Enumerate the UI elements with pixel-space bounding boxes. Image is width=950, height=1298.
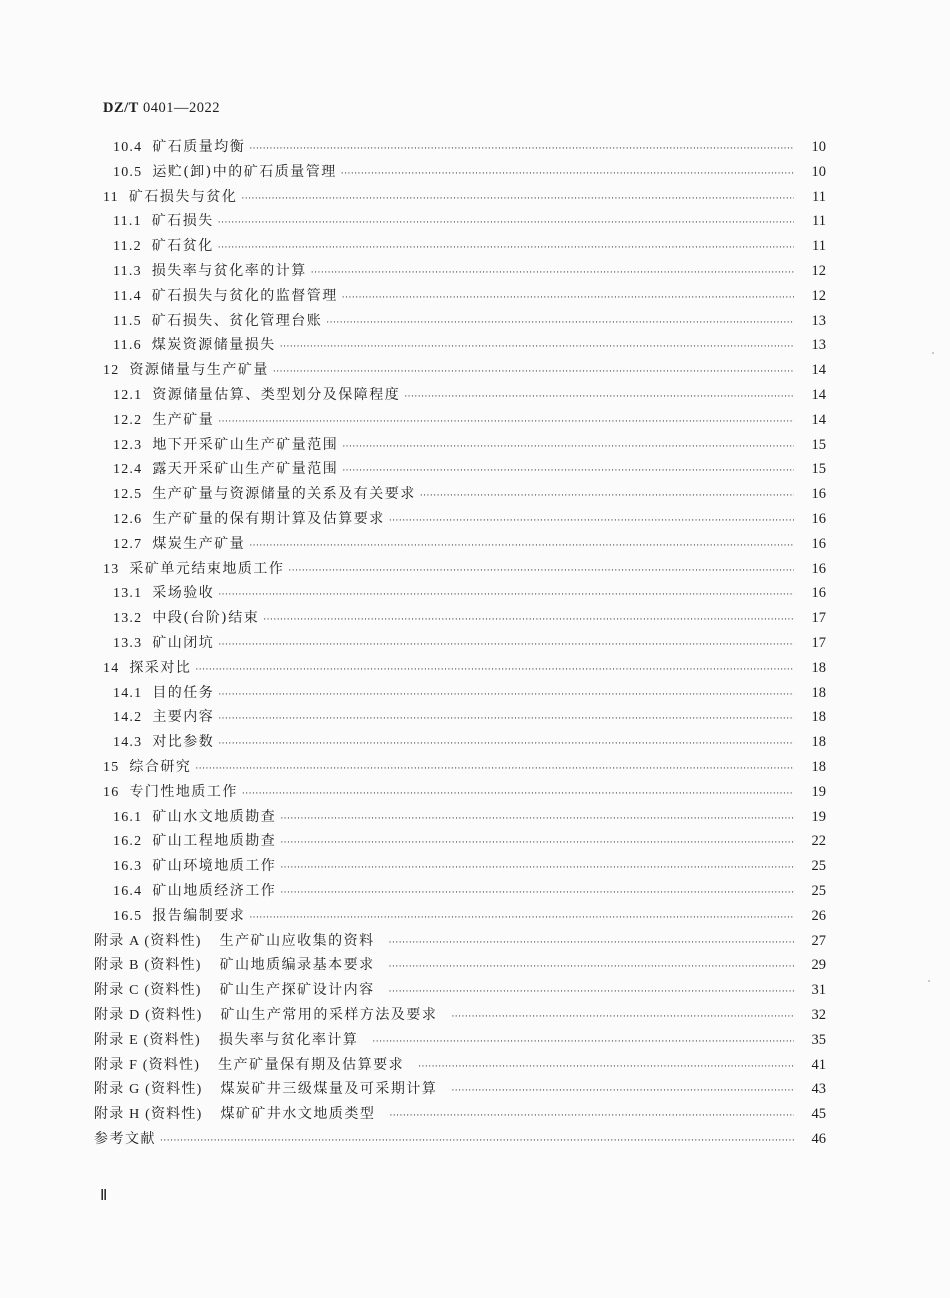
toc-entry [0, 259, 950, 283]
toc-dot-leader [249, 534, 794, 558]
toc-dot-leader [280, 856, 794, 880]
toc-entry [0, 805, 950, 829]
toc-dot-leader [342, 459, 794, 483]
toc-entry-title: 损失率与贫化率的计算 [151, 263, 307, 279]
toc-entry-page: 16 [811, 535, 826, 552]
toc-entry-title: 矿山环境地质工作 [152, 858, 277, 875]
toc-entry-number: 附录 F (资料性) [94, 1057, 201, 1073]
toc-dot-leader [389, 955, 794, 979]
toc-dot-leader [372, 1030, 794, 1054]
toc-entry-number: 14 [103, 660, 120, 676]
toc-entry [0, 879, 950, 903]
toc-entry [0, 234, 950, 258]
toc-entry [0, 209, 950, 233]
toc-entry [0, 309, 950, 333]
toc-entry-title: 采场验收 [152, 585, 215, 602]
toc-entry-title: 目的任务 [152, 684, 215, 701]
toc-entry [0, 482, 950, 506]
toc-dot-leader [280, 807, 794, 831]
toc-entry-number: 16.2 [113, 834, 143, 850]
toc-entry [0, 1003, 950, 1027]
toc-entry-title: 生产矿量保有期及估算要求 [218, 1056, 405, 1073]
toc-entry-title: 露天开采矿山生产矿量范围 [152, 461, 339, 478]
toc-entry-number: 附录 B (资料性) [94, 958, 202, 974]
toc-entry [0, 185, 950, 209]
toc-dot-leader [218, 732, 794, 756]
toc-entry [0, 408, 950, 432]
toc-entry-page: 25 [811, 883, 826, 899]
toc-dot-leader [389, 980, 794, 1004]
toc-entry-title: 生产矿量的保有期计算及估算要求 [152, 511, 385, 527]
toc-dot-leader [195, 757, 794, 781]
toc-entry-title: 运贮(卸)中的矿石质量管理 [152, 163, 337, 180]
toc-dot-leader [341, 162, 794, 186]
toc-entry-title: 矿山水文地质勘查 [152, 808, 277, 825]
toc-entry-title: 资源储量估算、类型划分及保障程度 [152, 387, 401, 403]
toc-entry [0, 160, 950, 184]
toc-entry-number: 10.5 [113, 164, 143, 180]
standard-header [103, 100, 220, 117]
toc-entry-number: 11 [103, 189, 119, 205]
toc-entry [0, 284, 950, 308]
toc-dot-leader [218, 211, 794, 235]
toc-entry-title: 探采对比 [129, 659, 192, 676]
toc-dot-leader [195, 658, 794, 682]
toc-entry-title: 煤炭资源储量损失 [151, 337, 276, 354]
toc-entry-title: 损失率与贫化率计算 [218, 1031, 359, 1048]
toc-entry-page: 18 [811, 659, 826, 676]
toc-entry [0, 532, 950, 556]
toc-dot-leader [451, 1005, 794, 1029]
toc-entry-page: 16 [811, 511, 826, 527]
toc-entry-page: 10 [811, 163, 826, 180]
toc-entry-number: 12.1 [113, 388, 143, 403]
toc-entry-number: 11.4 [113, 288, 142, 304]
toc-entry-page: 29 [811, 957, 826, 974]
toc-entry [0, 135, 950, 159]
toc-dot-leader [342, 286, 794, 310]
toc-dot-leader [160, 1129, 794, 1153]
toc-entry-number: 12.3 [113, 437, 143, 453]
toc-entry-number: 16.1 [113, 809, 143, 825]
toc-entry-title: 生产矿量 [152, 411, 215, 428]
toc-entry-title: 报告编制要求 [152, 907, 246, 924]
toc-entry-page: 41 [811, 1056, 826, 1073]
toc-entry [0, 457, 950, 481]
toc-entry-title: 生产矿量与资源储量的关系及有关要求 [152, 486, 416, 503]
toc-entry [0, 631, 950, 655]
toc-entry [0, 333, 950, 357]
toc-entry-page: 35 [811, 1031, 826, 1048]
standard-code: DZ/T [103, 100, 139, 116]
toc-entry [0, 656, 950, 680]
toc-entry [0, 854, 950, 878]
toc-entry-page: 13 [811, 337, 826, 354]
toc-entry-number: 12.4 [113, 462, 143, 478]
toc-dot-leader [342, 435, 794, 459]
toc-entry [0, 829, 950, 853]
toc-entry-title: 矿山工程地质勘查 [152, 833, 277, 850]
toc-entry-number: 14.3 [113, 735, 143, 751]
toc-entry [0, 1102, 950, 1126]
toc-dot-leader [389, 1104, 794, 1128]
toc-entry-page: 17 [811, 635, 826, 651]
page-number-roman: Ⅱ [100, 1188, 108, 1204]
toc-entry-title: 煤炭矿井三级煤量及可采期计算 [220, 1081, 438, 1098]
toc-entry-title: 资源储量与生产矿量 [129, 362, 269, 379]
toc-entry-page: 46 [811, 1131, 826, 1147]
toc-entry-title: 专门性地质工作 [129, 783, 238, 800]
toc-entry-number: 13 [103, 561, 120, 577]
toc-entry [0, 1127, 950, 1151]
toc-entry-number: 附录 D (资料性) [94, 1008, 203, 1023]
toc-dot-leader [218, 683, 794, 707]
toc-dot-leader [218, 583, 794, 607]
toc-entry-page: 15 [811, 461, 826, 478]
toc-entry-number: 11.3 [113, 264, 142, 279]
toc-dot-leader [241, 187, 794, 211]
toc-entry-number: 附录 G (资料性) [94, 1082, 203, 1098]
toc-entry [0, 433, 950, 457]
toc-entry-title: 中段(台阶)结束 [152, 610, 260, 627]
toc-entry-page: 10 [811, 139, 826, 155]
toc-entry [0, 557, 950, 581]
toc-entry-title: 矿山地质经济工作 [152, 883, 277, 899]
toc-entry-title: 综合研究 [129, 759, 192, 775]
toc-dot-leader [263, 608, 794, 632]
toc-dot-leader [218, 236, 794, 260]
toc-entry [0, 1028, 950, 1052]
toc-entry-number: 附录 A (资料性) [94, 933, 202, 949]
toc-entry-page: 12 [811, 263, 826, 279]
toc-entry-page: 19 [811, 783, 826, 800]
toc-entry-page: 11 [812, 188, 826, 205]
toc-entry-title: 地下开采矿山生产矿量范围 [152, 436, 339, 453]
toc-dot-leader [288, 559, 794, 583]
toc-dot-leader [218, 633, 794, 657]
toc-entry [0, 681, 950, 705]
toc-entry-page: 27 [811, 932, 826, 949]
toc-dot-leader [451, 1079, 794, 1103]
toc-entry-page: 26 [811, 907, 826, 924]
toc-dot-leader [418, 1055, 794, 1079]
toc-entry [0, 705, 950, 729]
toc-entry-page: 16 [811, 585, 826, 602]
toc-entry-title: 煤炭生产矿量 [152, 535, 246, 552]
toc-dot-leader [420, 484, 794, 508]
toc-entry-page: 22 [811, 833, 826, 850]
toc-entry-title: 矿石损失与贫化 [128, 188, 238, 205]
toc-entry [0, 730, 950, 754]
toc-entry-title: 煤矿矿井水文地质类型 [220, 1106, 376, 1123]
toc-entry-number: 11.1 [113, 214, 142, 230]
toc-entry-number: 附录 E (资料性) [94, 1032, 201, 1048]
toc-entry [0, 581, 950, 605]
toc-dot-leader [326, 311, 794, 335]
toc-entry-page: 14 [811, 411, 826, 428]
toc-entry-number: 附录 C (资料性) [94, 983, 202, 999]
toc-entry-page: 16 [811, 486, 826, 503]
toc-entry-number: 11.5 [113, 313, 142, 329]
toc-entry-page: 11 [812, 238, 826, 255]
toc-entry-number: 16 [103, 784, 120, 800]
toc-entry-title: 矿山生产常用的采样方法及要求 [220, 1007, 438, 1023]
toc-entry-page: 14 [811, 387, 826, 403]
toc-entry-page: 31 [811, 982, 826, 999]
toc-dot-leader [249, 137, 794, 161]
toc-entry-number: 11.2 [113, 239, 142, 255]
toc-entry-page: 17 [811, 610, 826, 627]
toc-entry-page: 14 [811, 362, 826, 379]
toc-entry [0, 978, 950, 1002]
toc-entry [0, 1053, 950, 1077]
toc-entry-page: 32 [811, 1007, 826, 1023]
toc-entry-title: 主要内容 [152, 709, 215, 726]
toc-entry-title: 矿石损失 [151, 213, 214, 230]
toc-entry [0, 904, 950, 928]
toc-entry-page: 45 [811, 1106, 826, 1123]
toc-dot-leader [273, 360, 794, 384]
toc-dot-leader [218, 707, 794, 731]
toc-entry-page: 11 [812, 213, 826, 230]
toc-entry-number: 16.3 [113, 859, 143, 875]
toc-dot-leader [242, 782, 794, 806]
toc-entry-number: 16.5 [113, 908, 143, 924]
standard-number: 0401—2022 [142, 100, 220, 116]
toc-entry-title: 参考文献 [94, 1131, 156, 1147]
toc-dot-leader [311, 261, 794, 285]
toc-entry-title: 矿石损失与贫化的监督管理 [151, 287, 338, 304]
toc-entry-page: 18 [811, 759, 826, 775]
toc-dot-leader [280, 881, 794, 905]
toc-entry [0, 755, 950, 779]
toc-entry-title: 矿石损失、贫化管理台账 [151, 312, 323, 329]
toc-entry-page: 16 [811, 560, 826, 577]
toc-entry-title: 矿石贫化 [151, 238, 214, 255]
toc-entry-number: 10.4 [113, 140, 143, 155]
toc-entry-number: 12.2 [113, 412, 143, 428]
toc-dot-leader [249, 906, 794, 930]
toc-entry [0, 606, 950, 630]
toc-entry-page: 18 [811, 734, 826, 751]
toc-dot-leader [389, 931, 794, 955]
toc-entry-number: 附录 H (资料性) [94, 1107, 203, 1123]
toc-entry-title: 矿石质量均衡 [152, 139, 246, 155]
toc-entry-number: 12.6 [113, 512, 143, 527]
toc-entry-number: 12.7 [113, 536, 143, 552]
scan-speck [932, 352, 934, 354]
toc-entry-page: 18 [811, 709, 826, 726]
toc-entry [0, 358, 950, 382]
toc-entry-number: 14.1 [113, 685, 143, 701]
toc-entry-page: 25 [811, 858, 826, 875]
toc-entry-number: 15 [103, 760, 120, 775]
toc-entry-number: 13.3 [113, 636, 143, 651]
toc-entry [0, 953, 950, 977]
toc-entry-page: 13 [811, 312, 826, 329]
toc-dot-leader [280, 831, 794, 855]
scan-speck [928, 980, 930, 982]
toc-dot-leader [218, 410, 794, 434]
toc-entry-title: 矿山地质编录基本要求 [219, 957, 375, 974]
toc-entry-number: 13.1 [113, 586, 143, 602]
toc-dot-leader [404, 385, 794, 409]
toc-entry [0, 929, 950, 953]
toc-entry-number: 14.2 [113, 710, 143, 726]
toc-entry-title: 生产矿山应收集的资料 [219, 932, 375, 949]
toc-entry-title: 对比参数 [152, 734, 215, 751]
toc-entry-title: 采矿单元结束地质工作 [129, 560, 285, 577]
toc-entry [0, 780, 950, 804]
toc-entry-number: 11.6 [113, 338, 142, 354]
toc-entry [0, 383, 950, 407]
toc-entry-page: 18 [811, 684, 826, 701]
toc-entry-page: 43 [811, 1081, 826, 1098]
toc-entry-number: 12 [103, 363, 120, 379]
toc-entry-number: 16.4 [113, 884, 143, 899]
toc-dot-leader [389, 509, 794, 533]
toc-entry-title: 矿山生产探矿设计内容 [219, 982, 375, 999]
toc-entry-page: 19 [811, 808, 826, 825]
toc-entry-title: 矿山闭坑 [152, 635, 215, 651]
toc-entry-page: 15 [811, 436, 826, 453]
toc-entry [0, 1077, 950, 1101]
toc-entry-number: 12.5 [113, 487, 143, 503]
toc-dot-leader [280, 335, 794, 359]
toc-entry [0, 507, 950, 531]
toc-entry-page: 12 [811, 287, 826, 304]
toc-entry-number: 13.2 [113, 611, 143, 627]
